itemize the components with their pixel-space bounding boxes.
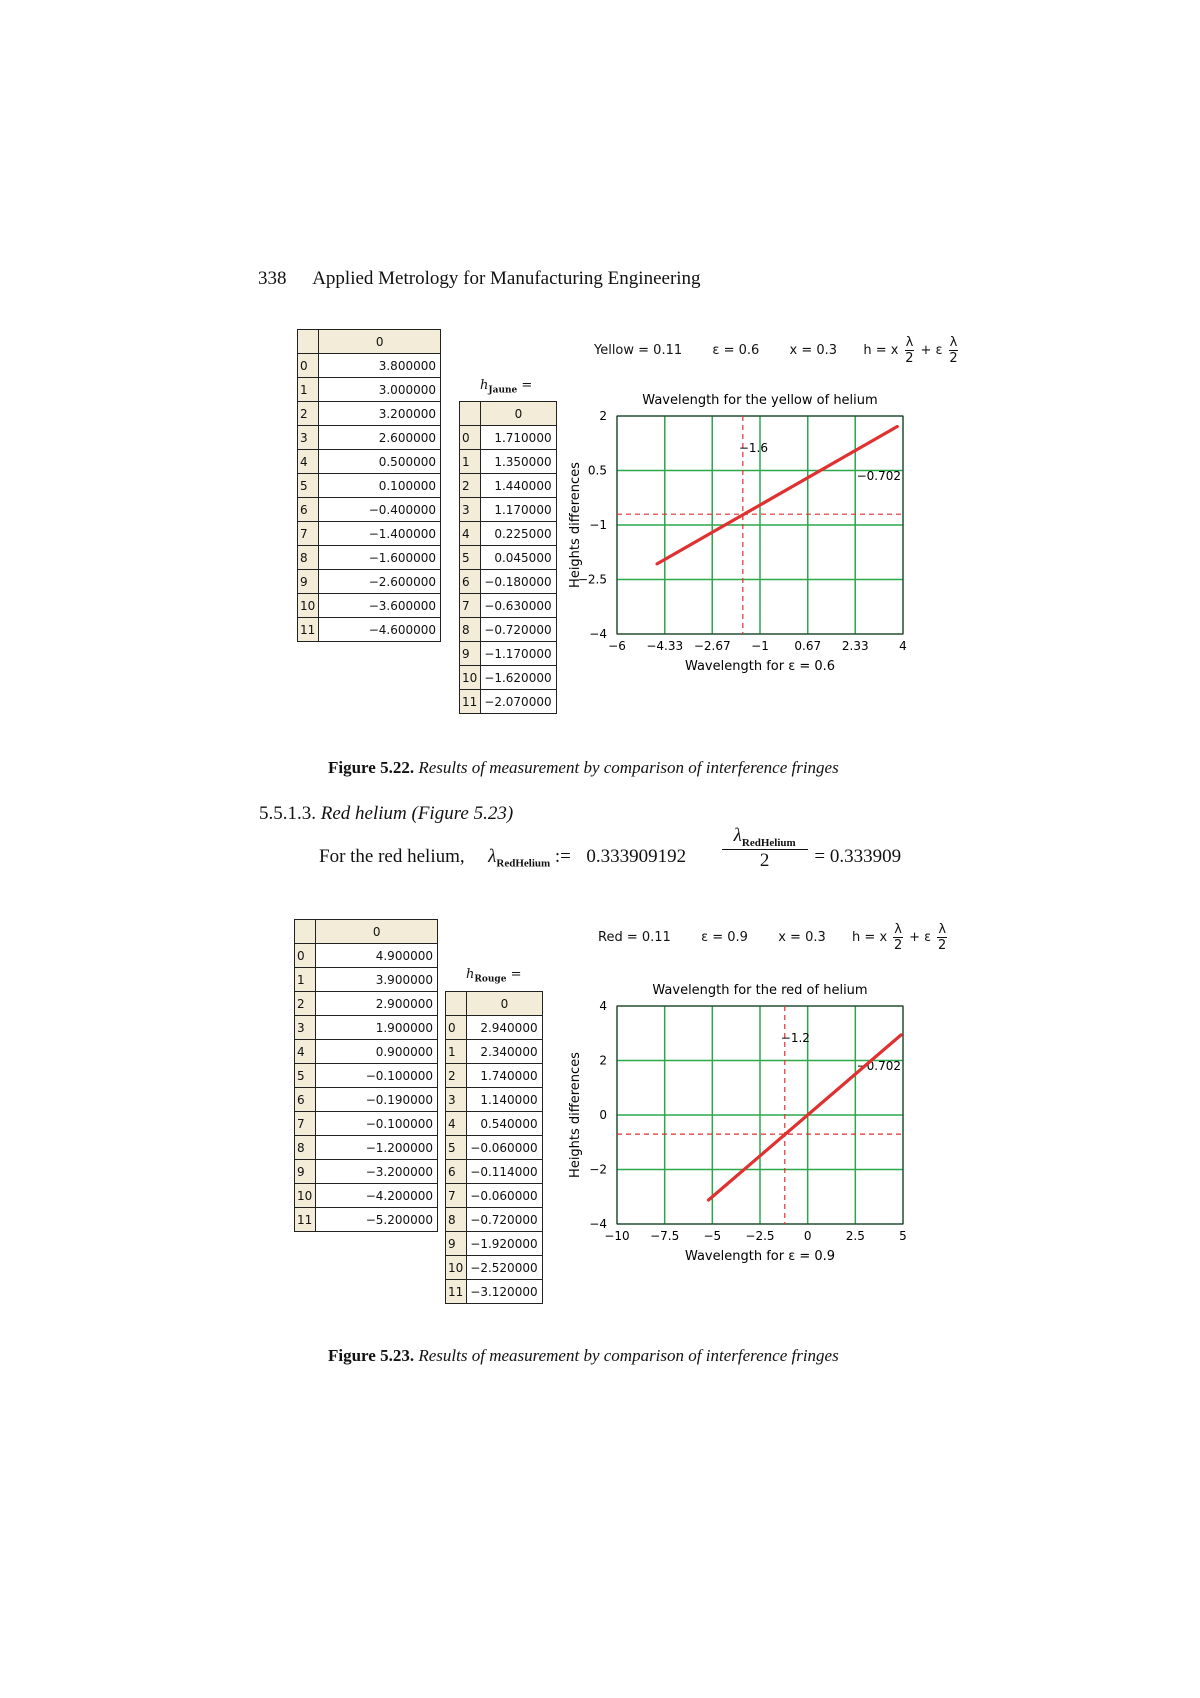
section-heading: 5.5.1.3. Red helium (Figure 5.23) (259, 803, 514, 824)
row-index: 11 (446, 1280, 467, 1304)
table-row (460, 426, 557, 450)
y-tick-label: 0.5 (587, 463, 607, 478)
y-tick-label: 2 (599, 1053, 607, 1068)
x-tick-label: −10 (604, 1229, 630, 1243)
row-index: 7 (295, 1112, 316, 1136)
row-index: 4 (298, 450, 319, 474)
x-tick-label: 5 (899, 1229, 907, 1243)
table-row (460, 690, 557, 714)
row-index: 4 (295, 1040, 316, 1064)
cell-value: −0.060000 (467, 1184, 542, 1208)
row-index: 5 (446, 1136, 467, 1160)
fig22-caption: Figure 5.22. Results of measurement by comparison of interference fringes (328, 758, 839, 777)
cell-value: 2.600000 (319, 426, 441, 450)
table-row (446, 1184, 543, 1208)
table-row (460, 546, 557, 570)
table-row (295, 1064, 438, 1088)
fig23-table-values (294, 919, 438, 1232)
cell-value: −0.100000 (316, 1064, 438, 1088)
y-axis-label: Heights differences (568, 1052, 583, 1178)
cell-value: −1.920000 (467, 1232, 542, 1256)
table-row (446, 1040, 543, 1064)
table-row (298, 426, 441, 450)
table-row (446, 1136, 543, 1160)
cell-value: −1.200000 (316, 1136, 438, 1160)
row-index: 0 (295, 944, 316, 968)
x-tick-label: −2.67 (693, 639, 731, 653)
table-row (298, 618, 441, 642)
cell-value: −0.060000 (467, 1136, 542, 1160)
book-title: Applied Metrology for Manufacturing Engineering (312, 268, 701, 289)
data-series-line (657, 427, 897, 564)
cell-value: 0.500000 (319, 450, 441, 474)
fig23-caption: Figure 5.23. Results of measurement by comparison of interference fringes (328, 1346, 839, 1365)
cell-value: −3.600000 (319, 594, 441, 618)
row-index: 0 (298, 354, 319, 378)
y-axis-label: Heights differences (568, 462, 583, 588)
table-row (295, 1208, 438, 1232)
cell-value: 1.740000 (467, 1064, 542, 1088)
cell-value: −0.190000 (316, 1088, 438, 1112)
data-series-line (709, 1035, 902, 1200)
x-axis-label: Wavelength for ε = 0.9 (684, 1249, 836, 1264)
row-index: 10 (295, 1184, 316, 1208)
col-header: 0 (319, 330, 441, 354)
table-row (446, 1088, 543, 1112)
x-tick-label: 0 (803, 1229, 812, 1243)
y-tick-label: −2 (589, 1162, 607, 1177)
chart-title: Wavelength for the yellow of helium (642, 393, 878, 408)
row-index: 9 (460, 642, 481, 666)
row-index: 10 (460, 666, 481, 690)
cell-value: −2.600000 (319, 570, 441, 594)
cell-value: 3.900000 (316, 968, 438, 992)
table-row (298, 570, 441, 594)
running-header (258, 268, 701, 290)
y-tick-label: 4 (599, 999, 607, 1013)
row-index: 1 (460, 450, 481, 474)
y-tick-label: −4 (589, 1217, 607, 1231)
cell-value: 1.350000 (481, 450, 556, 474)
table-row (460, 522, 557, 546)
cell-value: 0.045000 (481, 546, 556, 570)
fig23-formula: Red = 0.11 ε = 0.9 x = 0.3 h = x $\frac{\lambda}{2}$ + ε $\frac{\lambda}{2}$ (598, 922, 947, 953)
row-index: 10 (298, 594, 319, 618)
table-row (460, 450, 557, 474)
table-row (298, 474, 441, 498)
fig22-table-hjaune (459, 401, 557, 714)
row-index: 5 (298, 474, 319, 498)
row-index: 8 (298, 546, 319, 570)
cell-value: 1.170000 (481, 498, 556, 522)
x-tick-label: 0.67 (794, 639, 822, 653)
table-row (298, 450, 441, 474)
cell-value: −0.400000 (319, 498, 441, 522)
table-row (298, 498, 441, 522)
row-index: 8 (446, 1208, 467, 1232)
table-row (446, 1064, 543, 1088)
table-row (295, 1184, 438, 1208)
table-row (460, 618, 557, 642)
table-row (295, 1088, 438, 1112)
cell-value: 1.140000 (467, 1088, 542, 1112)
table-row (298, 546, 441, 570)
x-axis-label: Wavelength for ε = 0.6 (684, 659, 836, 674)
row-index: 3 (446, 1088, 467, 1112)
row-index: 3 (298, 426, 319, 450)
cell-value: −2.070000 (481, 690, 556, 714)
hline-label: −0.702 (856, 1059, 901, 1073)
row-index: 3 (460, 498, 481, 522)
vline-label: −1.6 (738, 441, 768, 455)
cell-value: −0.630000 (481, 594, 556, 618)
vline-label: −1.2 (780, 1031, 810, 1045)
fig22-hjaune-label: $h_{Jaune}$ = (480, 378, 533, 396)
table-row (298, 378, 441, 402)
cell-value: −0.720000 (481, 618, 556, 642)
chart-title: Wavelength for the red of helium (652, 983, 868, 998)
row-index: 6 (298, 498, 319, 522)
cell-value: 0.540000 (467, 1112, 542, 1136)
table-row (298, 522, 441, 546)
row-index: 2 (446, 1064, 467, 1088)
col-header: 0 (481, 402, 556, 426)
row-index: 11 (295, 1208, 316, 1232)
row-index: 8 (295, 1136, 316, 1160)
row-index: 10 (446, 1256, 467, 1280)
table-row (446, 1112, 543, 1136)
row-index: 4 (460, 522, 481, 546)
row-index: 8 (460, 618, 481, 642)
row-index: 0 (446, 1016, 467, 1040)
cell-value: 3.800000 (319, 354, 441, 378)
cell-value: −1.170000 (481, 642, 556, 666)
row-index: 1 (446, 1040, 467, 1064)
fig22-formula: Yellow = 0.11 ε = 0.6 x = 0.3 h = x $\frac{\lambda}{2}$ + ε $\frac{\lambda}{2}$ (594, 335, 958, 366)
row-index: 4 (446, 1112, 467, 1136)
row-index: 5 (295, 1064, 316, 1088)
row-index: 1 (298, 378, 319, 402)
cell-value: −0.100000 (316, 1112, 438, 1136)
row-index: 6 (460, 570, 481, 594)
x-tick-label: 2.5 (845, 1229, 865, 1243)
y-tick-label: 0 (599, 1108, 607, 1122)
table-row (460, 474, 557, 498)
row-index: 6 (446, 1160, 467, 1184)
col-header: 0 (467, 992, 542, 1016)
table-row (295, 1136, 438, 1160)
fig22-chart (560, 380, 910, 680)
row-index: 11 (298, 618, 319, 642)
row-index: 7 (298, 522, 319, 546)
cell-value: 2.900000 (316, 992, 438, 1016)
row-index: 7 (446, 1184, 467, 1208)
row-index: 9 (298, 570, 319, 594)
table-row (298, 594, 441, 618)
cell-value: −1.620000 (481, 666, 556, 690)
y-tick-label: 2 (599, 409, 607, 423)
table-row (295, 1160, 438, 1184)
hline-label: −0.702 (856, 469, 901, 483)
table-row (446, 1256, 543, 1280)
x-tick-label: −6 (608, 639, 626, 653)
cell-value: 0.225000 (481, 522, 556, 546)
cell-value: −4.200000 (316, 1184, 438, 1208)
x-tick-label: 2.33 (841, 639, 869, 653)
col-header: 0 (316, 920, 438, 944)
cell-value: −0.114000 (467, 1160, 542, 1184)
red-helium-formula: For the red helium, $\lambda_{RedHelium}$ := 0.333909192 $\frac{\lambda_{RedHelium}}{2}$ = 0.333909 (319, 825, 902, 871)
table-row (295, 1016, 438, 1040)
cell-value: 3.200000 (319, 402, 441, 426)
cell-value: 2.340000 (467, 1040, 542, 1064)
row-index: 3 (295, 1016, 316, 1040)
cell-value: 4.900000 (316, 944, 438, 968)
cell-value: −0.720000 (467, 1208, 542, 1232)
cell-value: −1.400000 (319, 522, 441, 546)
row-index: 9 (295, 1160, 316, 1184)
table-row (460, 570, 557, 594)
cell-value: −0.180000 (481, 570, 556, 594)
table-row (460, 642, 557, 666)
fig23-table-hrouge (445, 991, 543, 1304)
fig23-hrouge-label: $h_{Rouge}$ = (466, 967, 522, 985)
table-row (295, 1112, 438, 1136)
row-index: 2 (295, 992, 316, 1016)
table-row (295, 944, 438, 968)
table-row (298, 402, 441, 426)
table-row (295, 968, 438, 992)
cell-value: −2.520000 (467, 1256, 542, 1280)
fig22-table-values (297, 329, 441, 642)
cell-value: −5.200000 (316, 1208, 438, 1232)
row-index: 5 (460, 546, 481, 570)
y-tick-label: −1 (589, 518, 607, 532)
row-index: 2 (460, 474, 481, 498)
x-tick-label: −4.33 (646, 639, 684, 653)
cell-value: −1.600000 (319, 546, 441, 570)
table-row (295, 992, 438, 1016)
row-index: 11 (460, 690, 481, 714)
table-row (446, 1160, 543, 1184)
row-index: 9 (446, 1232, 467, 1256)
cell-value: 1.900000 (316, 1016, 438, 1040)
cell-value: 0.900000 (316, 1040, 438, 1064)
cell-value: 3.000000 (319, 378, 441, 402)
table-row (298, 354, 441, 378)
y-tick-label: −4 (589, 627, 607, 641)
table-row (446, 1232, 543, 1256)
row-index: 0 (460, 426, 481, 450)
table-row (446, 1280, 543, 1304)
row-index: 1 (295, 968, 316, 992)
row-index: 2 (298, 402, 319, 426)
table-row (460, 594, 557, 618)
table-row (460, 666, 557, 690)
cell-value: 1.440000 (481, 474, 556, 498)
x-tick-label: −2.5 (745, 1229, 775, 1243)
page-number: 338 (258, 268, 287, 289)
cell-value: −3.120000 (467, 1280, 542, 1304)
table-row (446, 1208, 543, 1232)
x-tick-label: −7.5 (650, 1229, 680, 1243)
x-tick-label: −1 (751, 639, 769, 653)
cell-value: 0.100000 (319, 474, 441, 498)
fig23-chart (560, 970, 910, 1270)
y-tick-label: −2.5 (577, 572, 607, 587)
table-row (446, 1016, 543, 1040)
row-index: 6 (295, 1088, 316, 1112)
cell-value: 1.710000 (481, 426, 556, 450)
table-row (295, 1040, 438, 1064)
x-tick-label: −5 (703, 1229, 722, 1243)
row-index: 7 (460, 594, 481, 618)
cell-value: −3.200000 (316, 1160, 438, 1184)
cell-value: −4.600000 (319, 618, 441, 642)
table-row (460, 498, 557, 522)
cell-value: 2.940000 (467, 1016, 542, 1040)
x-tick-label: 4 (899, 639, 907, 653)
